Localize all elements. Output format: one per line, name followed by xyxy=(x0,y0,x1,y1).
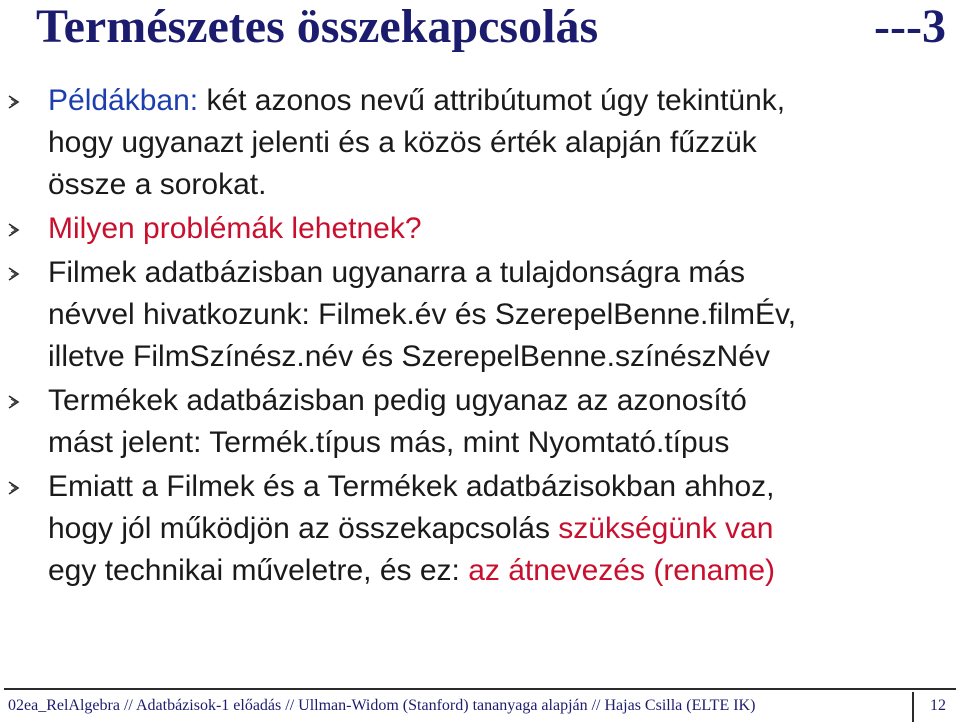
bullet-line xyxy=(48,208,422,250)
label-text: Példákban: xyxy=(48,84,207,117)
body-text: össze a sorokat. xyxy=(48,168,267,201)
page-number: 12 xyxy=(930,697,946,714)
body-text: hogy jól működjön az összekapcsolás xyxy=(48,512,559,545)
body-text: illetve FilmSzínész.név és SzerepelBenne.színészNév xyxy=(48,340,770,373)
chevron-arrow-icon xyxy=(6,480,24,498)
body-text: Emiatt a Filmek és a Termékek adatbázisokban ahhoz, xyxy=(48,470,775,503)
highlight-text: az átnevezés (rename) xyxy=(468,554,776,587)
bullet-line xyxy=(48,466,774,508)
chevron-arrow-icon xyxy=(6,222,24,240)
body-text: két azonos nevű attribútumot úgy tekintünk, xyxy=(206,84,786,117)
footer-separator xyxy=(912,692,914,722)
body-text: Filmek adatbázisban ugyanarra a tulajdonságra más xyxy=(48,256,746,289)
chevron-arrow-icon xyxy=(6,94,24,112)
bullet-line xyxy=(48,164,266,206)
highlight-text: Milyen problémák lehetnek? xyxy=(48,212,422,245)
bullet-line xyxy=(48,336,770,378)
bullet-line xyxy=(48,80,785,122)
body-text: Termékek adatbázisban pedig ugyanaz az azonosító xyxy=(48,384,747,417)
highlight-text: szükségünk van xyxy=(558,512,774,545)
slide-title xyxy=(0,0,960,64)
footer-text: 02ea_RelAlgebra // Adatbázisok-1 előadás // Ullman-Widom (Stanford) tananyaga alapján // Hajas Csilla (ELTE IK) xyxy=(8,697,756,714)
bullet-line xyxy=(48,550,775,592)
slide-title-number: ---3 xyxy=(874,0,946,53)
body-text: egy technikai műveletre, és ez: xyxy=(48,554,469,587)
bullet-line xyxy=(48,252,745,294)
bullet-line xyxy=(48,422,729,464)
bullet-line xyxy=(48,380,747,422)
body-text: hogy ugyanazt jelenti és a közös érték alapján fűzzük xyxy=(48,126,757,159)
footer-divider xyxy=(4,688,956,690)
chevron-arrow-icon xyxy=(6,266,24,284)
bullet-line xyxy=(48,294,796,336)
bullet-line xyxy=(48,508,773,550)
body-text: névvel hivatkozunk: Filmek.év és SzerepelBenne.filmÉv, xyxy=(48,298,797,331)
bullet-line xyxy=(48,122,757,164)
body-text: mást jelent: Termék.típus más, mint Nyomtató.típus xyxy=(48,426,730,459)
chevron-arrow-icon xyxy=(6,394,24,412)
slide-title-text: Természetes összekapcsolás xyxy=(36,0,599,53)
